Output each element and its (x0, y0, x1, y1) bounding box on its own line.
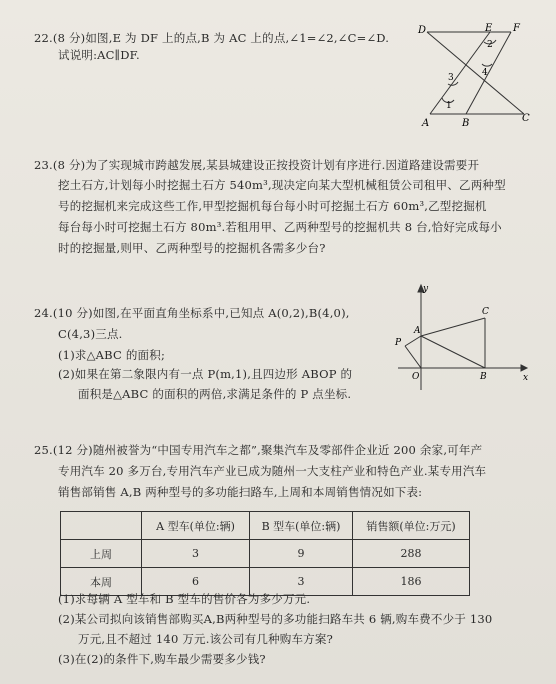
q22-line-2: 试说明:AC∥DF. (58, 48, 140, 62)
label-y: y (423, 284, 429, 294)
segment-ac (421, 318, 485, 336)
label-p: P (395, 338, 402, 348)
label-angle-1: 1 (446, 101, 452, 111)
q23-line-1: 23.(8 分)为了实现城市跨越发展,某县城建设正按投资计划有序进行.因道路建设需要开 (34, 158, 480, 172)
cell-sales-this-week: 186 (353, 568, 470, 596)
cell-a-last-week: 3 (142, 540, 250, 568)
segment-ab (421, 336, 485, 368)
header-sales: 销售额(单位:万元) (353, 512, 470, 540)
header-a-type: A 型车(单位:辆) (142, 512, 250, 540)
q25-sub-2: (2)某公司拟向该销售部购买A,B两种型号的多功能扫路车共 6 辆,购车费不少于 130 (58, 612, 493, 626)
q23-line-2: 挖土石方,计划每小时挖掘土石方 540m³,现决定向某大型机械租赁公司租甲、乙两种型 (58, 178, 506, 192)
q25-sub-1: (1)求每辆 A 型车和 B 型车的售价各为多少万元. (58, 592, 311, 606)
label-o: O (412, 372, 420, 382)
table-row (61, 540, 470, 568)
q22-line-1: 22.(8 分)如图,E 为 DF 上的点,B 为 AC 上的点,∠1=∠2,∠C=∠D. (34, 31, 390, 45)
q24-line-2: C(4,3)三点. (58, 327, 123, 341)
label-c: C (482, 307, 489, 317)
label-angle-3: 3 (448, 73, 454, 83)
table-header-row (61, 512, 470, 540)
label-angle-4: 4 (482, 68, 488, 78)
q24-line-1: 24.(10 分)如图,在平面直角坐标系中,已知点 A(0,2),B(4,0), (34, 306, 350, 320)
label-f: F (513, 23, 520, 34)
label-a: A (414, 326, 421, 336)
label-x: x (523, 373, 529, 383)
line-ae (430, 32, 490, 114)
q25-line-3: 销售部销售 A,B 两种型号的多功能扫路车,上周和本周销售情况如下表: (58, 485, 423, 499)
line-dc (427, 32, 524, 114)
q23-line-5: 时的挖掘量,则甲、乙两种型号的挖掘机各需多少台? (58, 241, 326, 255)
segment-pa (405, 336, 421, 346)
row-label-last-week: 上周 (61, 540, 142, 568)
q24-line-3: (1)求△ABC 的面积; (58, 348, 166, 362)
cell-sales-last-week: 288 (353, 540, 470, 568)
q24-line-4: (2)如果在第二象限内有一点 P(m,1),且四边形 ABOP 的 (58, 367, 353, 381)
label-b: B (462, 118, 470, 129)
sales-table (60, 511, 470, 596)
q25-sub-3: (3)在(2)的条件下,购车最少需要多少钱? (58, 652, 266, 666)
cell-a-this-week: 6 (142, 568, 250, 596)
label-angle-2: 2 (487, 40, 493, 50)
header-b-type: B 型车(单位:辆) (250, 512, 353, 540)
cell-b-this-week: 3 (250, 568, 353, 596)
header-empty (61, 512, 142, 540)
label-d: D (418, 25, 427, 36)
q25-sub-2-cont: 万元,且不超过 140 万元.该公司有几种购车方案? (78, 632, 333, 646)
q24-coordinate-figure (393, 280, 533, 395)
label-e: E (485, 23, 493, 34)
label-a: A (422, 118, 430, 129)
q25-line-1: 25.(12 分)随州被誉为“中国专用汽车之都”,聚集汽车及零部件企业近 200 余家,可年产 (34, 443, 483, 457)
row-label-this-week: 本周 (61, 568, 142, 596)
cell-b-last-week: 9 (250, 540, 353, 568)
angle-4-arc (482, 64, 492, 66)
x-arrow (521, 365, 527, 371)
q25-line-2: 专用汽车 20 多万台,专用汽车产业已成为随州一大支柱产业和特色产业.某专用汽车 (58, 464, 487, 478)
label-b: B (480, 372, 487, 382)
q24-line-5: 面积是△ABC 的面积的两倍,求满足条件的 P 点坐标. (78, 387, 352, 401)
q23-line-3: 号的挖掘机来完成这些工作,甲型挖掘机每台每小时可挖掘土石方 60m³,乙型挖掘机 (58, 199, 487, 213)
q23-line-4: 每台每小时可挖掘土石方 80m³.若租用甲、乙两种型号的挖掘机共 8 台,恰好完成每小 (58, 220, 502, 234)
segment-po (405, 346, 421, 368)
q22-figure (410, 22, 535, 132)
label-c: C (522, 113, 530, 124)
